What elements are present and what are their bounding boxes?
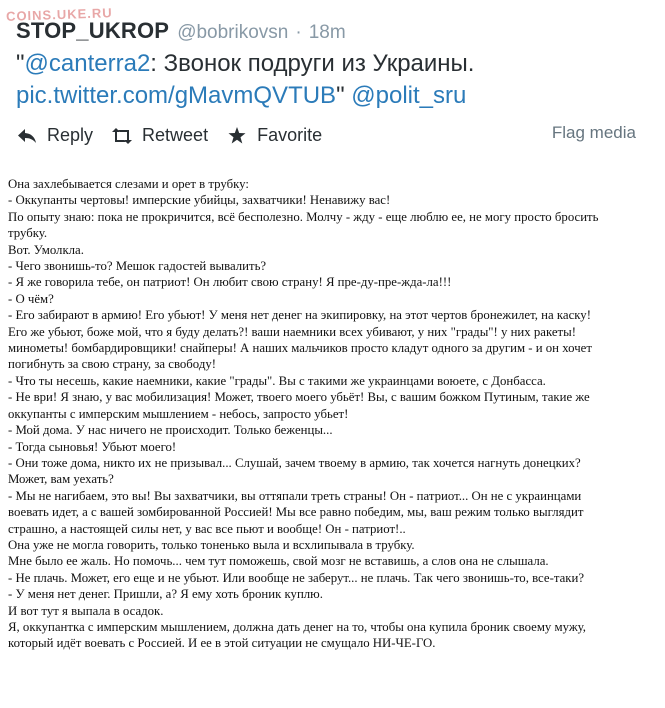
- article-line: - Оккупанты чертовы! имперские убийцы, захватчики! Ненавижу вас!: [8, 193, 391, 208]
- article-line: который идёт воевать с Россией. И ее в этой ситуации не смущало НИ-ЧЕ-ГО.: [8, 636, 436, 651]
- quote-open: ": [16, 50, 25, 77]
- tweet-text-line-2: [16, 80, 656, 112]
- tweet-text-line-1: [16, 48, 656, 80]
- tweet: [16, 18, 656, 146]
- article-line: - Мы не нагибаем, это вы! Вы захватчики, вы оттяпали треть страны! Он - патриот... Он не с украинцами: [8, 488, 582, 503]
- article-line: - Его забирают в армию! Его убьют! У меня нет денег на экипировку, на этот чертов бронежилет, на каску!: [8, 308, 591, 323]
- article-line: - У меня нет денег. Пришли, а? Я ему хоть броник куплю.: [8, 587, 323, 602]
- flag-media-link[interactable]: Flag media: [551, 123, 636, 142]
- mention-link[interactable]: @canterra2: [24, 50, 151, 77]
- article-line: И вот тут я выпала в осадок.: [8, 603, 164, 618]
- favorite-icon: [226, 126, 248, 146]
- separator-dot: ·: [295, 22, 302, 43]
- article-text: [8, 176, 648, 652]
- article-line: - Чего звонишь-то? Мешок гадостей вывалить?: [8, 259, 267, 274]
- article-line: Она захлебывается слезами и орет в трубку:: [8, 177, 249, 191]
- article-line: оккупанты с имперским мышлением - небось, запросто убьет!: [8, 406, 349, 421]
- article-line: воевать идет, а с вашей зомбированной Россией! Мы все равно победим, мы, ваш режим только выглядит: [8, 505, 584, 520]
- display-name[interactable]: STOP_UKROP: [16, 18, 170, 43]
- tweet-text: [16, 48, 656, 112]
- favorite-button[interactable]: [226, 125, 322, 146]
- retweet-button[interactable]: [111, 125, 208, 146]
- reply-icon: [16, 126, 38, 146]
- screen-name[interactable]: @bobrikovsn: [177, 22, 289, 43]
- tweet-header: [16, 18, 656, 44]
- retweet-icon: [111, 126, 133, 146]
- article-line: - Тогда сыновья! Убьют моего!: [8, 439, 177, 454]
- article-line: Мне было ее жаль. Но помочь... чем тут поможешь, свой мозг не вставишь, а слов она не слышала.: [8, 554, 549, 569]
- reply-button[interactable]: [16, 125, 93, 146]
- watermark: COINS.UKE.RU: [5, 5, 113, 24]
- article-line: Я, оккупантка с имперским мышлением, должна дать денег на то, чтобы она купила броник своему мужу,: [8, 619, 586, 634]
- article-line: По опыту знаю: пока не прокричится, всё бесполезно. Молчу - жду - еще люблю ее, не могу просто бросить: [8, 209, 599, 224]
- favorite-label: Favorite: [257, 125, 323, 145]
- article-line: трубку.: [8, 226, 48, 241]
- article-line: погибнуть за свою страну, за свободу!: [8, 357, 217, 372]
- article-line: Вот. Умолкла.: [8, 242, 84, 257]
- article-line: - Что ты несешь, какие наемники, какие "грады". Вы с такими же украинцами воюете, с Донбасса.: [8, 373, 546, 388]
- article-line: страшно, а настоящей силы нет, у вас все пьют и вообще! Он - патриот!..: [8, 521, 406, 536]
- article-line: Она уже не могла говорить, только тоненько выла и всхлипывала в трубку.: [8, 537, 415, 552]
- tweet-body: : Звонок подруги из Украины.: [150, 50, 475, 77]
- article-line: - Они тоже дома, никто их не призывал... Слушай, зачем твоему в армию, так хочется нагнуть донецких?: [8, 455, 581, 470]
- mention-link-2[interactable]: @polit_sru: [351, 82, 467, 109]
- timestamp[interactable]: 18m: [308, 22, 346, 43]
- article-line: - Не плачь. Может, его еще и не убьют. Или вообще не заберут... не плачь. Так чего звонишь-то, все-таки?: [8, 570, 585, 585]
- pic-link[interactable]: pic.twitter.com/gMavmQVTUB: [16, 82, 337, 109]
- article-line: - О чём?: [8, 291, 54, 306]
- retweet-label: Retweet: [142, 125, 209, 145]
- article-line: Может, вам уехать?: [8, 472, 114, 487]
- article-line: - Не ври! Я знаю, у вас мобилизация! Может, твоего моего убьёт! Вы, с вашим божком Путиным, такие же: [8, 390, 590, 405]
- quote-close: ": [336, 82, 345, 109]
- reply-label: Reply: [47, 125, 94, 145]
- article-line: - Я же говорила тебе, он патриот! Он любит свою страну! Я пре-ду-пре-жда-ла!!!: [8, 275, 452, 290]
- article-line: Его же убьют, боже мой, что я буду делать?! ваши наемники всех убивают, у них "грады"! у них ракеты!: [8, 324, 576, 339]
- tweet-actions: [16, 125, 656, 146]
- article-line: - Мой дома. У нас ничего не происходит. Только беженцы...: [8, 423, 333, 438]
- article-line: минометы! бомбардировщики! снайперы! А наших мальчиков просто кладут одного за другим - и он хочет: [8, 341, 592, 356]
